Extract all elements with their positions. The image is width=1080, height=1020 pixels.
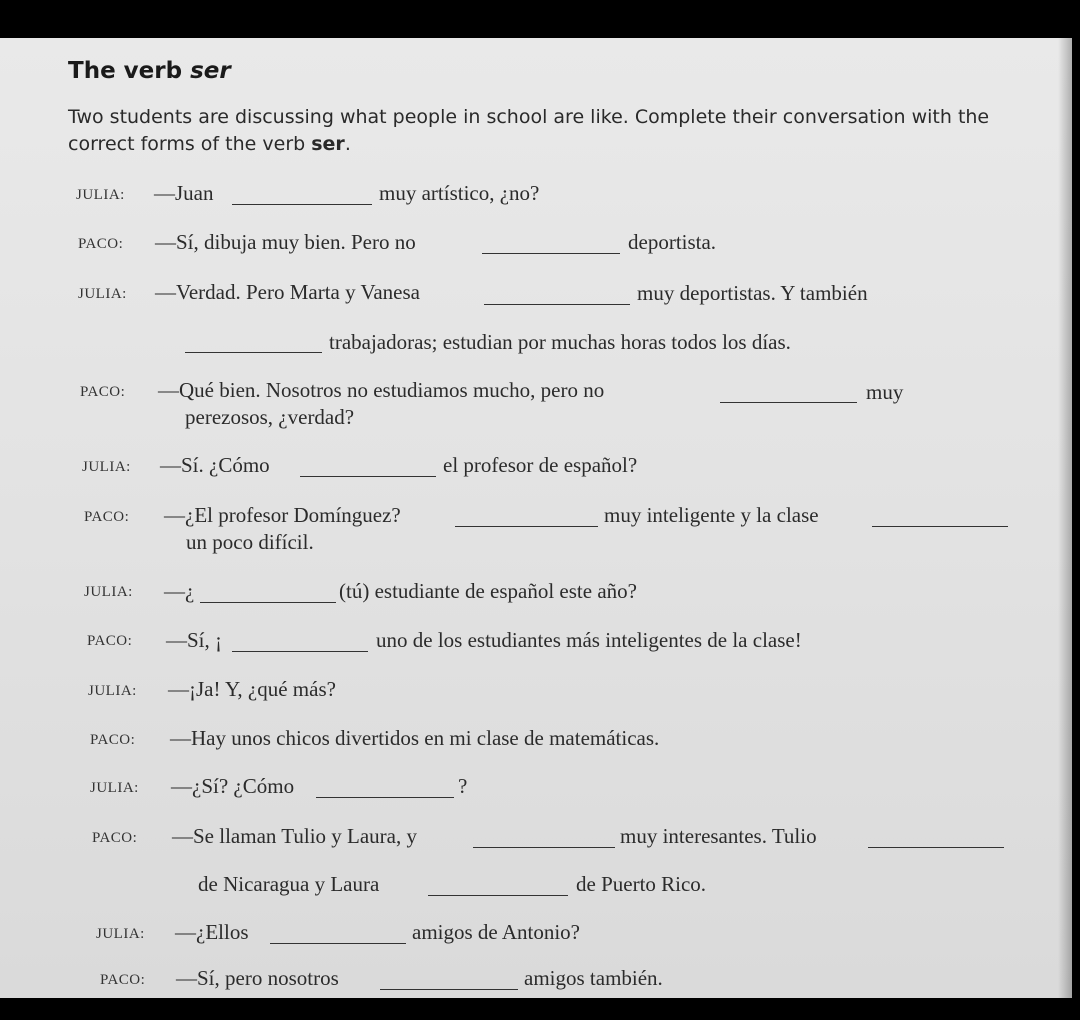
- answer-blank[interactable]: [200, 602, 336, 603]
- answer-blank[interactable]: [455, 526, 598, 527]
- speaker-label: JULIA:: [82, 459, 131, 475]
- speaker-label: PACO:: [80, 384, 126, 400]
- title-text: The verb: [68, 58, 191, 84]
- answer-blank[interactable]: [428, 895, 568, 896]
- dialogue-text: —Se llaman Tulio y Laura, y: [172, 824, 417, 848]
- dialogue-text: amigos también.: [524, 966, 663, 990]
- speaker-label: PACO:: [84, 509, 130, 525]
- answer-blank[interactable]: [185, 352, 322, 353]
- instructions-end: .: [344, 133, 351, 155]
- answer-blank[interactable]: [720, 402, 857, 403]
- dialogue-text: perezosos, ¿verdad?: [185, 405, 355, 429]
- dialogue-text: —¿Ellos: [175, 920, 249, 944]
- instructions-text: Two students are discussing what people in school are like. Complete their conversation with the correct forms of the verb: [68, 106, 990, 155]
- dialogue-text: —Hay unos chicos divertidos en mi clase de matemáticas.: [170, 726, 660, 750]
- speaker-label: JULIA:: [78, 286, 127, 302]
- speaker-label: PACO:: [87, 633, 133, 649]
- dialogue-text: —¡Ja! Y, ¿qué más?: [168, 677, 336, 701]
- dialogue-text: deportista.: [628, 230, 717, 254]
- section-title: [68, 58, 231, 84]
- dialogue-text: muy: [866, 380, 904, 404]
- dialogue-text: —Verdad. Pero Marta y Vanesa: [155, 280, 420, 304]
- answer-blank[interactable]: [300, 476, 436, 477]
- speaker-label: PACO:: [100, 972, 146, 988]
- answer-blank[interactable]: [473, 847, 615, 848]
- dialogue-text: —Sí, dibuja muy bien. Pero no: [155, 230, 416, 254]
- speaker-label: JULIA:: [88, 683, 137, 699]
- dialogue-text: de Puerto Rico.: [576, 872, 707, 896]
- worksheet-page: [0, 38, 1072, 998]
- answer-blank[interactable]: [482, 253, 620, 254]
- answer-blank[interactable]: [872, 526, 1008, 527]
- page-edge-shadow: [1058, 38, 1072, 998]
- speaker-label: PACO:: [92, 830, 138, 846]
- answer-blank[interactable]: [270, 943, 406, 944]
- answer-blank[interactable]: [380, 989, 518, 990]
- title-verb: ser: [190, 58, 231, 84]
- speaker-label: PACO:: [78, 236, 124, 252]
- dialogue-text: —Sí. ¿Cómo: [160, 453, 270, 477]
- dialogue-text: trabajadoras; estudian por muchas horas todos los días.: [329, 330, 791, 354]
- answer-blank[interactable]: [232, 204, 372, 205]
- dialogue-text: muy inteligente y la clase: [604, 503, 819, 527]
- speaker-label: PACO:: [90, 732, 136, 748]
- dialogue-text: —¿: [164, 579, 195, 603]
- dialogue-text: (tú) estudiante de español este año?: [339, 579, 637, 603]
- dialogue-text: —¿Sí? ¿Cómo: [171, 774, 295, 798]
- speaker-label: JULIA:: [90, 780, 139, 796]
- dialogue-text: amigos de Antonio?: [412, 920, 580, 944]
- dialogue-text: —Juan: [154, 181, 214, 205]
- dialogue-text: muy deportistas. Y también: [637, 281, 868, 305]
- dialogue-text: —Sí, pero nosotros: [176, 966, 339, 990]
- answer-blank[interactable]: [232, 651, 368, 652]
- speaker-label: JULIA:: [76, 187, 125, 203]
- answer-blank[interactable]: [484, 304, 630, 305]
- instructions-verb: ser: [311, 133, 345, 155]
- dialogue-text: el profesor de español?: [443, 453, 638, 477]
- dialogue-text: uno de los estudiantes más inteligentes de la clase!: [376, 628, 802, 652]
- dialogue-text: ?: [458, 774, 468, 798]
- answer-blank[interactable]: [868, 847, 1004, 848]
- dialogue-text: de Nicaragua y Laura: [198, 872, 380, 896]
- dialogue-text: —Qué bien. Nosotros no estudiamos mucho, pero no: [158, 378, 605, 402]
- answer-blank[interactable]: [316, 797, 454, 798]
- dialogue-text: —Sí, ¡: [166, 628, 223, 652]
- speaker-label: JULIA:: [96, 926, 145, 942]
- dialogue-text: —¿El profesor Domínguez?: [164, 503, 401, 527]
- speaker-label: JULIA:: [84, 584, 133, 600]
- dialogue-text: muy interesantes. Tulio: [620, 824, 817, 848]
- instructions: [68, 104, 1028, 158]
- dialogue-text: un poco difícil.: [186, 530, 314, 554]
- dialogue-text: muy artístico, ¿no?: [379, 181, 540, 205]
